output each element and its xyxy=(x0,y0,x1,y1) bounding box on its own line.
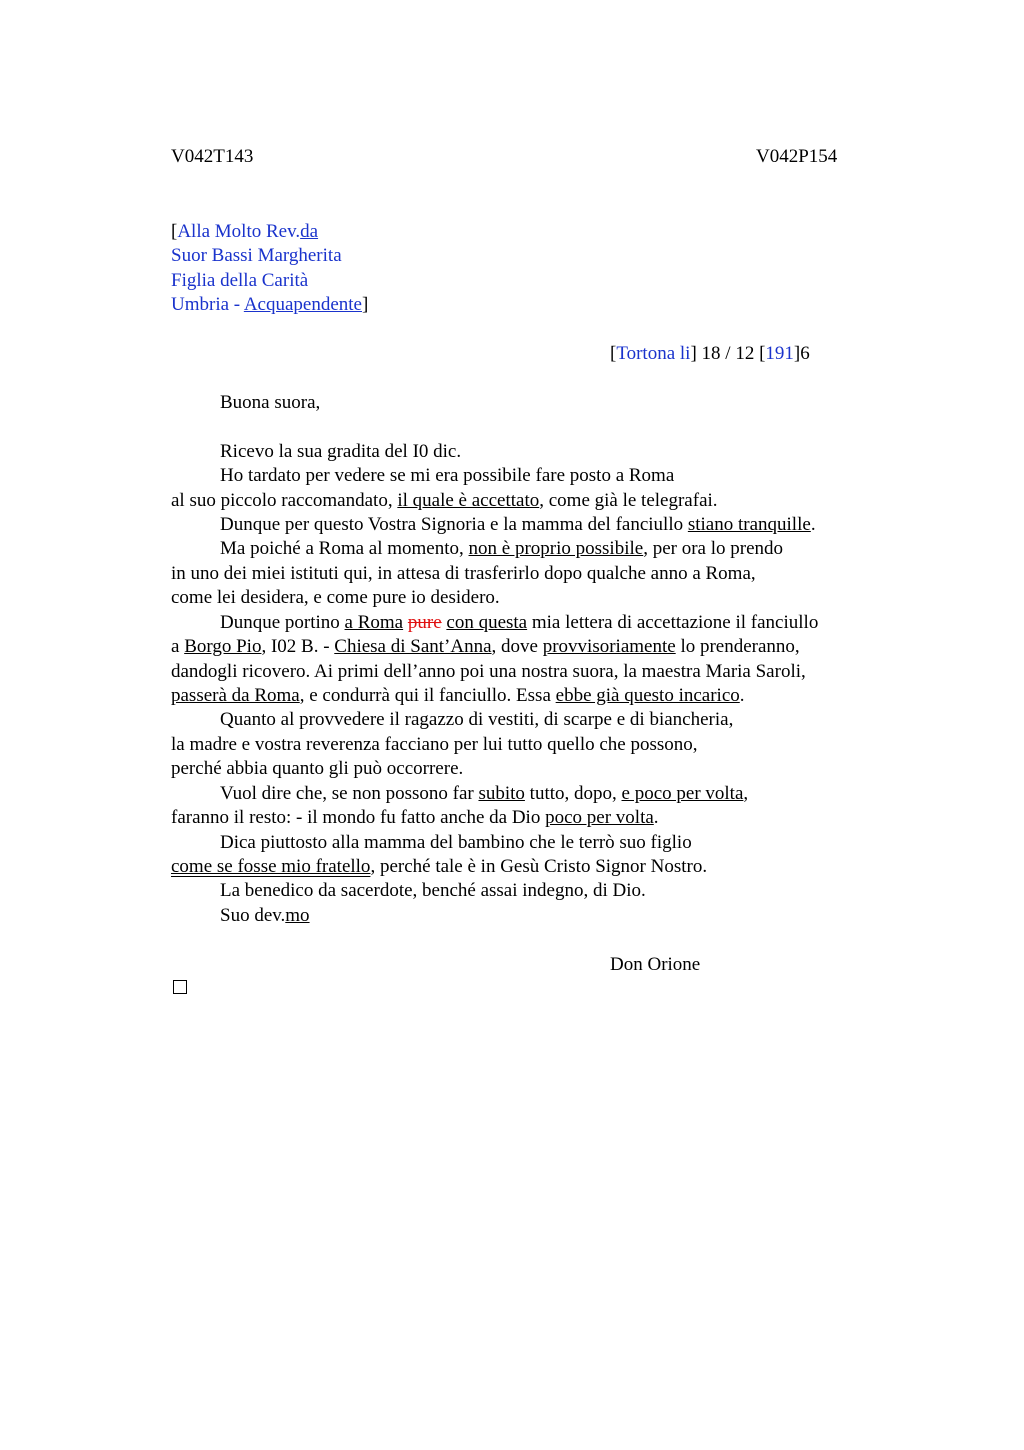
body-line: dandogli ricovero. Ai primi dell’anno poi una nostra suora, la maestra Maria Saroli, xyxy=(171,661,806,682)
address-line-4: Umbria - Acquapendente] xyxy=(171,294,369,315)
body-line: Quanto al provvedere il ragazzo di vestiti, di scarpe e di biancheria, xyxy=(220,709,734,730)
body-line: Dunque portino a Roma pure con questa mia lettera di accettazione il fanciullo xyxy=(220,612,819,633)
struck-word: pure xyxy=(407,612,442,633)
address-line-2: Suor Bassi Margherita xyxy=(171,245,342,266)
signature: Don Orione xyxy=(610,954,701,975)
body-line: faranno il resto: - il mondo fu fatto anche da Dio poco per volta. xyxy=(171,807,659,828)
body-line: passerà da Roma, e condurrà qui il fanciullo. Essa ebbe già questo incarico. xyxy=(171,685,745,706)
body-line: Ricevo la sua gradita del I0 dic. xyxy=(220,441,462,462)
body-line: come lei desidera, e come pure io desidero. xyxy=(171,587,500,608)
body-line: in uno dei miei istituti qui, in attesa di trasferirlo dopo qualche anno a Roma, xyxy=(171,563,756,584)
body-line: Dica piuttosto alla mamma del bambino che le terrò suo figlio xyxy=(220,832,692,853)
header-left-code: V042T143 xyxy=(171,146,254,167)
body-line: Ma poiché a Roma al momento, non è proprio possibile, per ora lo prendo xyxy=(220,538,784,559)
body-line: Dunque per questo Vostra Signoria e la mamma del fanciullo stiano tranquille. xyxy=(220,514,816,535)
end-box-icon xyxy=(173,980,187,994)
body-line: a Borgo Pio, I02 B. - Chiesa di Sant’Anna, dove provvisoriamente lo prenderanno, xyxy=(171,636,800,657)
body-line: come se fosse mio fratello, perché tale è in Gesù Cristo Signor Nostro. xyxy=(171,856,708,877)
body-line: perché abbia quanto gli può occorrere. xyxy=(171,758,464,779)
header-right-code: V042P154 xyxy=(756,146,838,167)
body-line: la madre e vostra reverenza facciano per lui tutto quello che possono, xyxy=(171,734,698,755)
body-line: Ho tardato per vedere se mi era possibile fare posto a Roma xyxy=(220,465,675,486)
salutation: Buona suora, xyxy=(220,392,321,413)
dateline: [Tortona li] 18 / 12 [191]6 xyxy=(610,343,810,364)
closing: Suo dev.mo xyxy=(220,905,310,926)
body-line: Vuol dire che, se non possono far subito tutto, dopo, e poco per volta, xyxy=(220,783,749,804)
body-line: La benedico da sacerdote, benché assai indegno, di Dio. xyxy=(220,880,646,901)
body-line: al suo piccolo raccomandato, il quale è accettato, come già le telegrafai. xyxy=(171,490,718,511)
address-line-1: [Alla Molto Rev.da xyxy=(171,221,319,242)
address-line-3: Figlia della Carità xyxy=(171,270,309,291)
